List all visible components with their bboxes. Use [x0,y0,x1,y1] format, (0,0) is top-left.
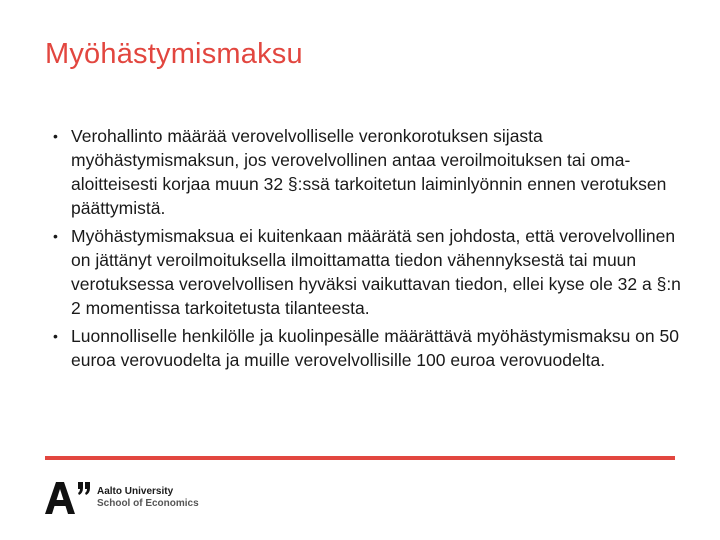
aalto-logo [45,480,199,516]
logo-text [97,486,199,510]
bullet-item [45,224,685,320]
footer-divider [45,456,675,460]
logo-university-name: Aalto University [97,486,174,497]
bullet-dot-icon: • [53,328,58,344]
slide-title: Myöhästymismaksu [45,38,303,70]
bullet-dot-icon: • [53,228,58,244]
bullet-list [45,124,685,376]
aalto-a-logo-icon [45,480,93,516]
bullet-item [45,124,685,220]
bullet-text: Myöhästymismaksua ei kuitenkaan määrätä sen johdosta, että verovelvollinen on jättänyt veroilmoituksella ilmoittamatta tiedon vähennyksestä tai muun verotuksessa verovelvollisen hyväksi vaikuttavan tiedon, ellei kyse ole 32 a §:n 2 momentissa tarkoitetusta tilanteesta. [71,226,681,318]
logo-school-name: School of Economics [97,498,199,509]
bullet-item [45,324,685,372]
bullet-text: Luonnolliselle henkilölle ja kuolinpesälle määrättävä myöhästymismaksu on 50 euroa verovuodelta ja muille verovelvollisille 100 euroa verovuodelta. [71,326,679,370]
bullet-dot-icon: • [53,128,58,144]
bullet-text: Verohallinto määrää verovelvolliselle veronkorotuksen sijasta myöhästymismaksun, jos verovelvollinen antaa veroilmoituksen tai oma-aloitteisesti korjaa muun 32 §:ssä tarkoitetun laiminlyönnin ennen verotuksen päättymistä. [71,126,667,218]
